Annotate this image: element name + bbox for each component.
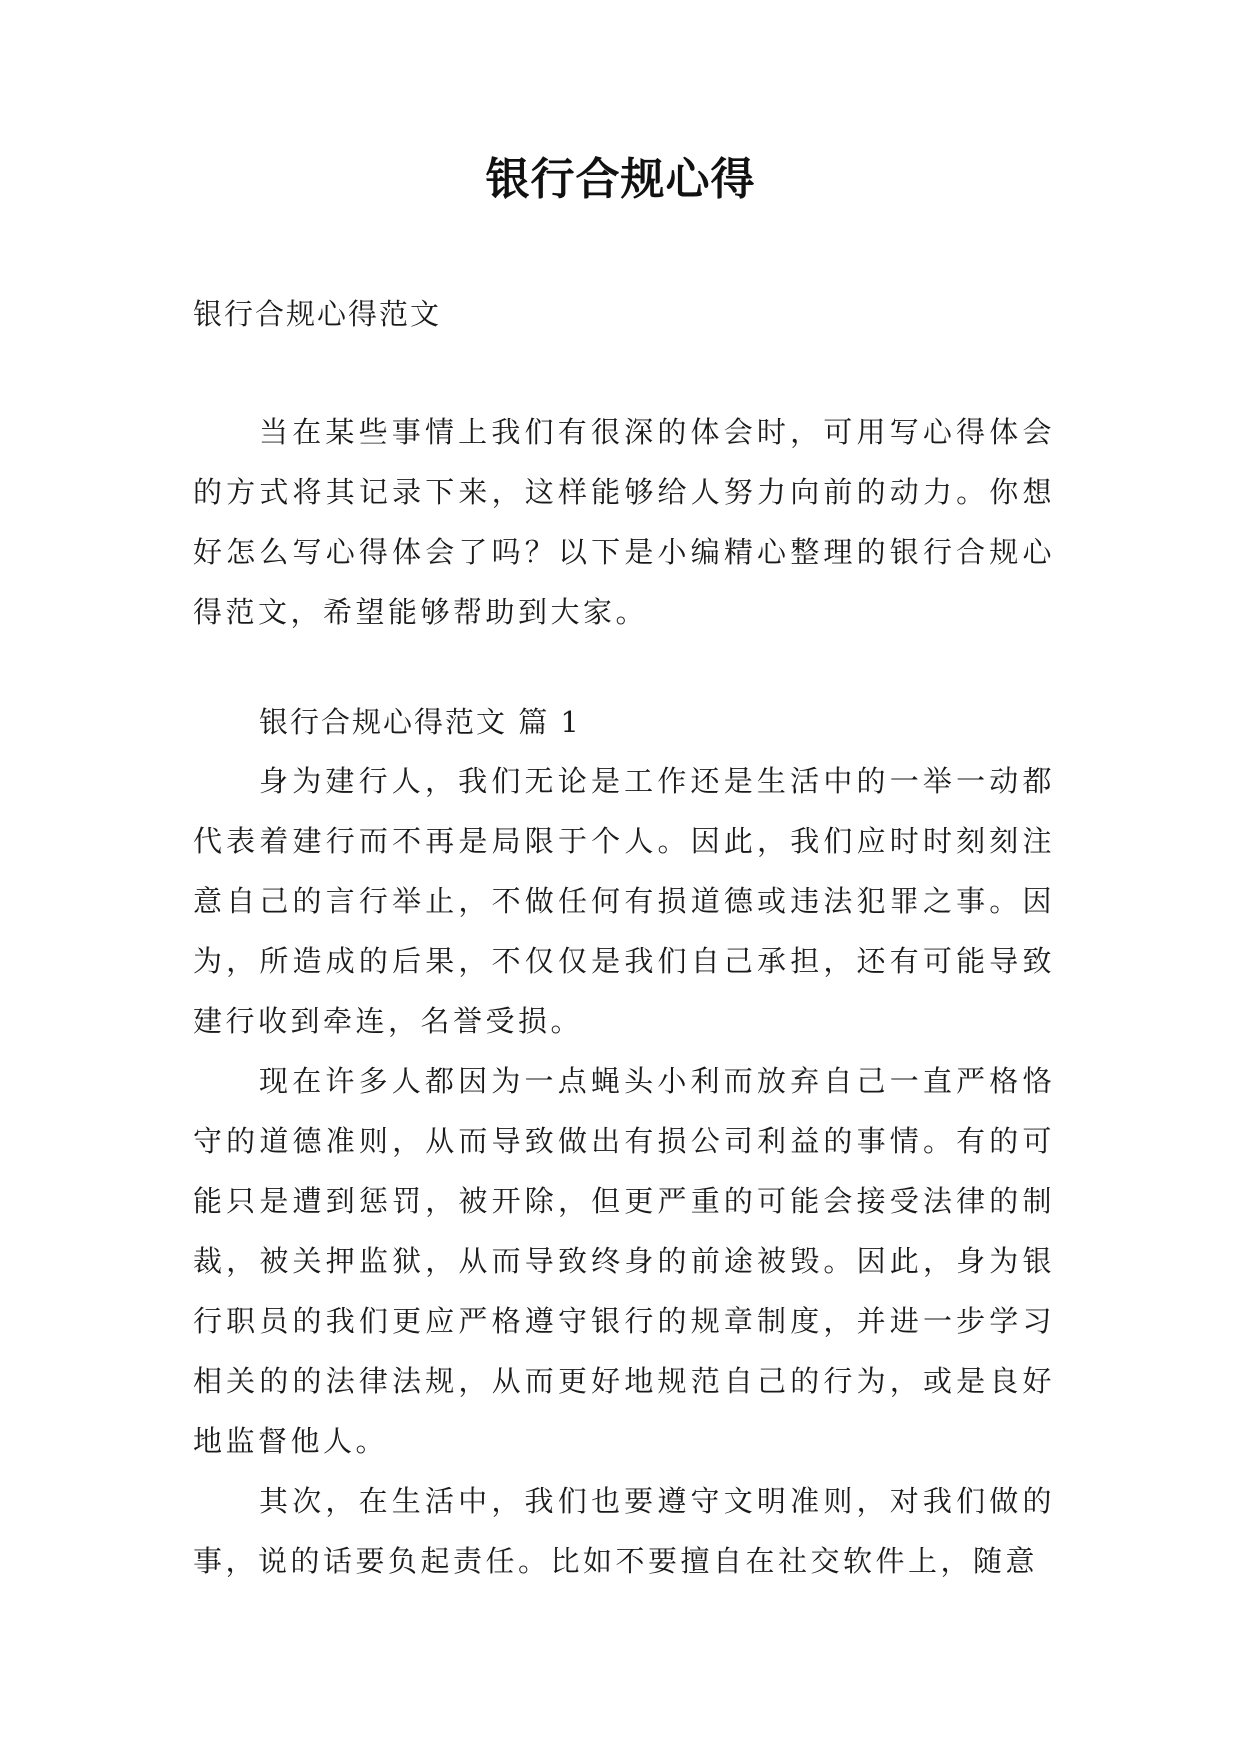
body-paragraph-1: 身为建行人，我们无论是工作还是生活中的一举一动都代表着建行而不再是局限于个人。因此，我们应时时刻刻注意自己的言行举止，不做任何有损道德或违法犯罪之事。因为，所造成的后果，不仅仅是我们自己承担，还有可能导致建行收到牵连，名誉受损。 [193, 764, 1055, 1038]
section-heading: 银行合规心得范文 篇 1 [259, 705, 581, 739]
page-title: 银行合规心得 [485, 154, 756, 205]
intro-paragraph: 当在某些事情上我们有很深的体会时，可用写心得体会的方式将其记录下来，这样能够给人努力向前的动力。你想好怎么写心得体会了吗？以下是小编精心整理的银行合规心得范文，希望能够帮助到大家。 [193, 415, 1055, 629]
body-paragraph-3: 其次，在生活中，我们也要遵守文明准则，对我们做的事，说的话要负起责任。比如不要擅自在社交软件上，随意 [193, 1484, 1055, 1578]
body-paragraph-2: 现在许多人都因为一点蝇头小利而放弃自己一直严格恪守的道德准则，从而导致做出有损公司利益的事情。有的可能只是遭到惩罚，被开除，但更严重的可能会接受法律的制裁，被关押监狱，从而导致终身的前途被毁。因此，身为银行职员的我们更应严格遵守银行的规章制度，并进一步学习相关的的法律法规，从而更好地规范自己的行为，或是良好地监督他人。 [193, 1064, 1055, 1458]
document-subtitle: 银行合规心得范文 [193, 297, 442, 331]
intro-block [193, 402, 1055, 642]
section-body [193, 751, 1055, 1591]
